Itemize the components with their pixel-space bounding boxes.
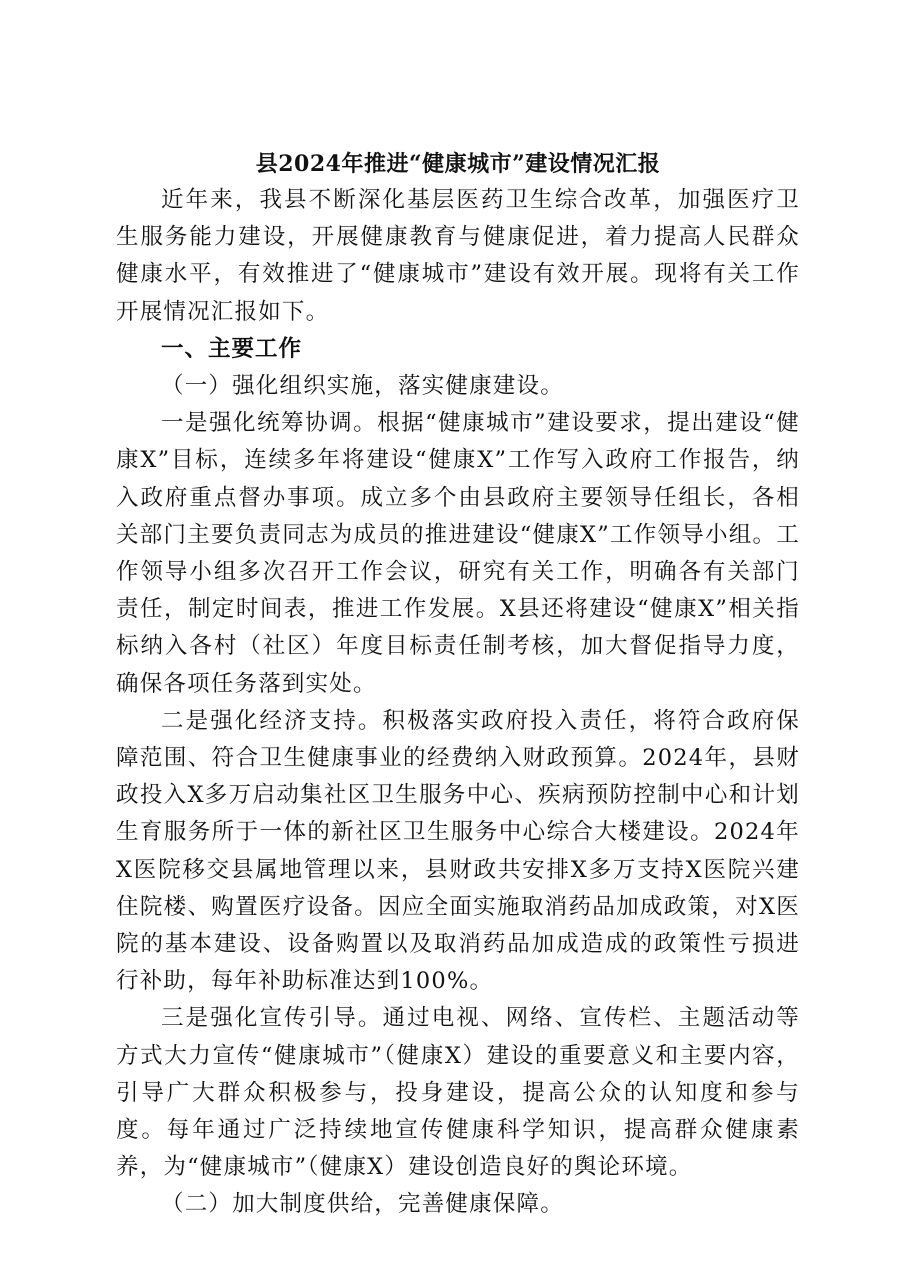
subsection-heading-2: （二）加大制度供给，完善健康保障。 [161,1191,564,1218]
intro-paragraph: 近年来，我县不断深化基层医药卫生综合改革，加强医疗卫生服务能力建设，开展健康教育与健康促进，着力提高人民群众健康水平，有效推进了“健康城市”建设有效开展。现将有关工作开展情况汇报如下。 [116,187,800,325]
document-body [116,146,800,1224]
section-heading-main-work: 一、主要工作 [161,335,303,362]
document-title: 县2024年推进“健康城市”建设情况汇报 [255,151,661,177]
paragraph-economic-support: 二是强化经济支持。积极落实政府投入责任，将符合政府保障范围、符合卫生健康事业的经费纳入财政预算。2024年，县财政投入X多万启动集社区卫生服务中心、疾病预防控制中心和计划生育服务所于一体的新社区卫生服务中心综合大楼建设。2024年X医院移交县属地管理以来，县财政共安排X多万支持X医院兴建住院楼、购置医疗设备。因应全面实施取消药品加成政策，对X医院的基本建设、设备购置以及取消药品加成造成的政策性亏损进行补助，每年补助标准达到100%。 [116,707,800,995]
paragraph-coordination: 一是强化统筹协调。根据“健康城市”建设要求，提出建设“健康X”目标，连续多年将建设“健康X”工作写入政府工作报告，纳入政府重点督办事项。成立多个由县政府主要领导任组长，各相关部门主要负责同志为成员的推进建设“健康X”工作领导小组。工作领导小组多次召开工作会议，研究有关工作，明确各有关部门责任，制定时间表，推进工作发展。X县还将建设“健康X”相关指标纳入各村（社区）年度目标责任制考核，加大督促指导力度，确保各项任务落到实处。 [116,410,800,697]
paragraph-publicity: 三是强化宣传引导。通过电视、网络、宣传栏、主题活动等方式大力宣传“健康城市”（健康X）建设的重要意义和主要内容，引导广大群众积极参与，投身建设，提高公众的认知度和参与度。每年通过广泛持续地宣传健康科学知识，提高群众健康素养，为“健康城市”（健康X）建设创造良好的舆论环境。 [116,1005,800,1181]
subsection-heading-1: （一）强化组织实施，落实健康建设。 [161,373,564,400]
